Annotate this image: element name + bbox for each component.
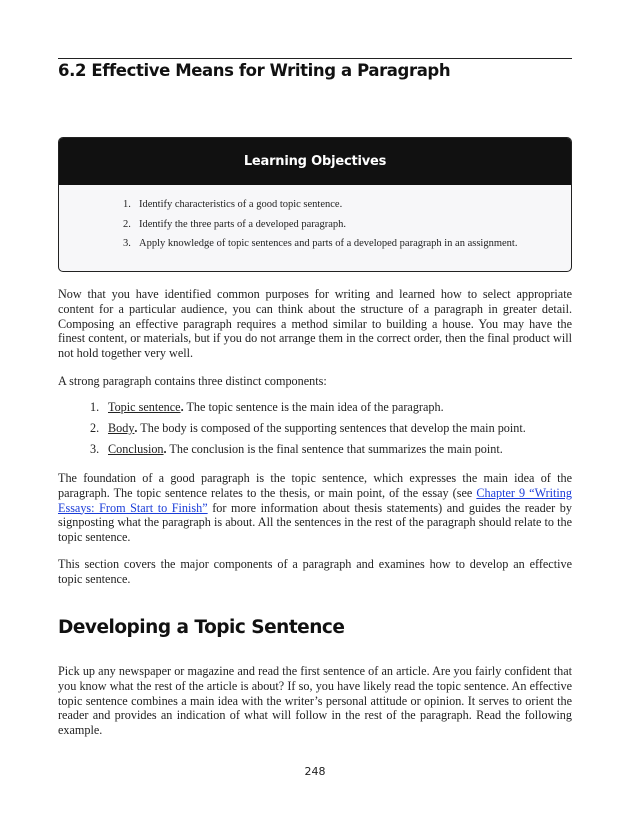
component-term: Body xyxy=(108,421,135,435)
list-text: Apply knowledge of topic sentences and parts of a developed paragraph in an assignment. xyxy=(139,238,518,249)
component-punct: . xyxy=(180,400,184,414)
foundation-paragraph xyxy=(58,471,572,545)
list-number: 1. xyxy=(123,199,131,210)
component-punct: . xyxy=(163,442,167,456)
list-item xyxy=(90,421,570,442)
topic-sentence-paragraph: Pick up any newspaper or magazine and read the first sentence of an article. Are you fairly confident that you know what the rest of the article is about? If so, you have likely read the topic sentence. An effective topic sentence combines a main idea with the writer’s personal attitude or opinion. It serves to orient the reader and provides an indication of what will follow in the rest of the paragraph. Read the following example. xyxy=(58,664,572,738)
subsection-heading: Developing a Topic Sentence xyxy=(58,617,345,638)
paragraph-text: for more information about thesis statements) and guides the reader by signposting what the paragraph is about. All the sentences in the rest of the paragraph should relate to the topic sentence. xyxy=(58,500,572,545)
list-item xyxy=(123,219,571,230)
components-list xyxy=(90,400,570,463)
page-number: 248 xyxy=(304,765,326,778)
learning-objectives-box xyxy=(58,137,572,272)
list-item xyxy=(123,199,571,210)
list-number: 1. xyxy=(90,400,100,414)
components-lead-paragraph: A strong paragraph contains three distinct components: xyxy=(58,374,327,388)
list-item xyxy=(90,400,570,421)
component-punct: . xyxy=(134,421,138,435)
intro-paragraph: Now that you have identified common purposes for writing and learned how to select appropriate content for a particular audience, you can think about the structure of a paragraph in greater detail. Composing an effective paragraph requires a method similar to building a house. You may have the finest content, or materials, but if you do not arrange them in the correct order, then the final product will not hold together very well. xyxy=(58,287,572,361)
list-number: 3. xyxy=(90,442,100,456)
component-text: The conclusion is the final sentence that summarizes the main point. xyxy=(166,442,503,456)
paragraph-text: The foundation of a good paragraph is the topic sentence, which expresses the main idea of the paragraph. The topic sentence relates to the thesis, or main point, of the essay (see xyxy=(58,471,572,500)
component-term: Conclusion xyxy=(108,442,164,456)
list-number: 2. xyxy=(90,421,100,435)
section-overview-paragraph: This section covers the major components of a paragraph and examines how to develop an effective topic sentence. xyxy=(58,557,572,586)
chapter-9-link[interactable]: Chapter 9 “Writing Essays: From Start to Finish” xyxy=(58,485,572,515)
list-text: Identify the three parts of a developed paragraph. xyxy=(139,218,346,230)
component-text: The topic sentence is the main idea of the paragraph. xyxy=(183,400,444,414)
section-title: 6.2 Effective Means for Writing a Paragraph xyxy=(58,61,451,80)
list-number: 3. xyxy=(123,238,131,249)
learning-objectives-heading: Learning Objectives xyxy=(59,138,571,185)
list-item xyxy=(90,442,570,463)
list-text: Identify characteristics of a good topic sentence. xyxy=(139,199,343,210)
top-rule xyxy=(58,58,572,59)
learning-objectives-list xyxy=(59,199,571,249)
component-text: The body is composed of the supporting sentences that develop the main point. xyxy=(137,421,526,435)
component-term: Topic sentence xyxy=(108,400,181,414)
list-item xyxy=(123,238,571,249)
list-number: 2. xyxy=(123,218,131,230)
